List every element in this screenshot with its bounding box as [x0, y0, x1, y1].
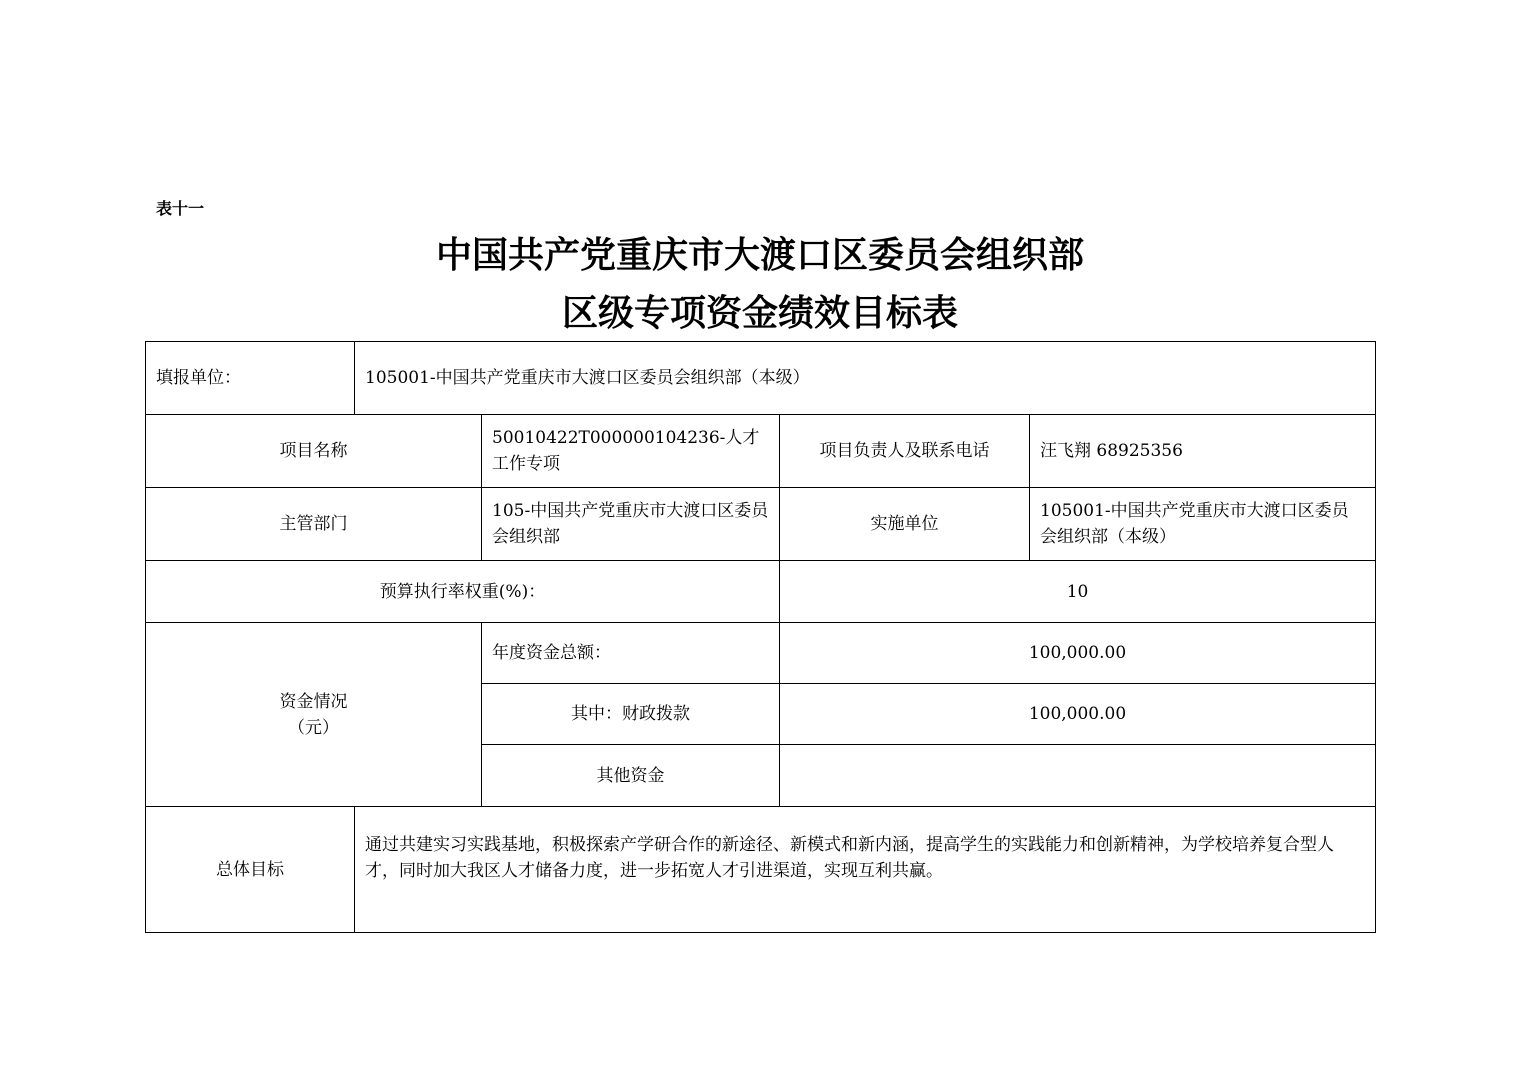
fiscal-label: 其中：财政拨款 [482, 684, 780, 745]
filing-unit-label: 填报单位： [146, 342, 355, 415]
fiscal-value: 100,000.00 [780, 684, 1376, 745]
filing-unit-row [146, 342, 1376, 415]
overall-goal-label: 总体目标 [146, 807, 355, 933]
project-name-row [146, 415, 1376, 488]
table-number-label: 表十一 [156, 199, 205, 218]
overall-goal-row [146, 807, 1376, 933]
project-lead-value: 汪飞翔 68925356 [1030, 415, 1376, 488]
overall-goal-value: 通过共建实习实践基地，积极探索产学研合作的新途径、新模式和新内涵，提高学生的实践能力和创新精神，为学校培养复合型人才，同时加大我区人才储备力度，进一步拓宽人才引进渠道，实现互利共赢。 [355, 807, 1376, 933]
funds-label [146, 623, 482, 807]
document-title-line-2: 区级专项资金绩效目标表 [561, 293, 958, 334]
other-funds-value [780, 745, 1376, 807]
funds-label-line-1: 资金情况 [279, 691, 348, 712]
filing-unit-value: 105001-中国共产党重庆市大渡口区委员会组织部（本级） [355, 342, 1376, 415]
budget-weight-row [146, 561, 1376, 623]
performance-target-table [145, 341, 1376, 933]
project-name-label: 项目名称 [146, 415, 482, 488]
department-label: 主管部门 [146, 488, 482, 561]
other-funds-label: 其他资金 [482, 745, 780, 807]
annual-total-row [146, 623, 1376, 684]
annual-total-label: 年度资金总额： [482, 623, 780, 684]
implementer-value: 105001-中国共产党重庆市大渡口区委员会组织部（本级） [1030, 488, 1376, 561]
project-lead-label: 项目负责人及联系电话 [780, 415, 1030, 488]
implementer-label: 实施单位 [780, 488, 1030, 561]
budget-weight-label: 预算执行率权重(%)： [146, 561, 780, 623]
budget-weight-value: 10 [780, 561, 1376, 623]
funds-label-line-2: （元） [288, 717, 339, 738]
department-value: 105-中国共产党重庆市大渡口区委员会组织部 [482, 488, 780, 561]
annual-total-value: 100,000.00 [780, 623, 1376, 684]
department-row [146, 488, 1376, 561]
document-title-line-1: 中国共产党重庆市大渡口区委员会组织部 [435, 235, 1084, 276]
project-name-value: 50010422T000000104236-人才工作专项 [482, 415, 780, 488]
